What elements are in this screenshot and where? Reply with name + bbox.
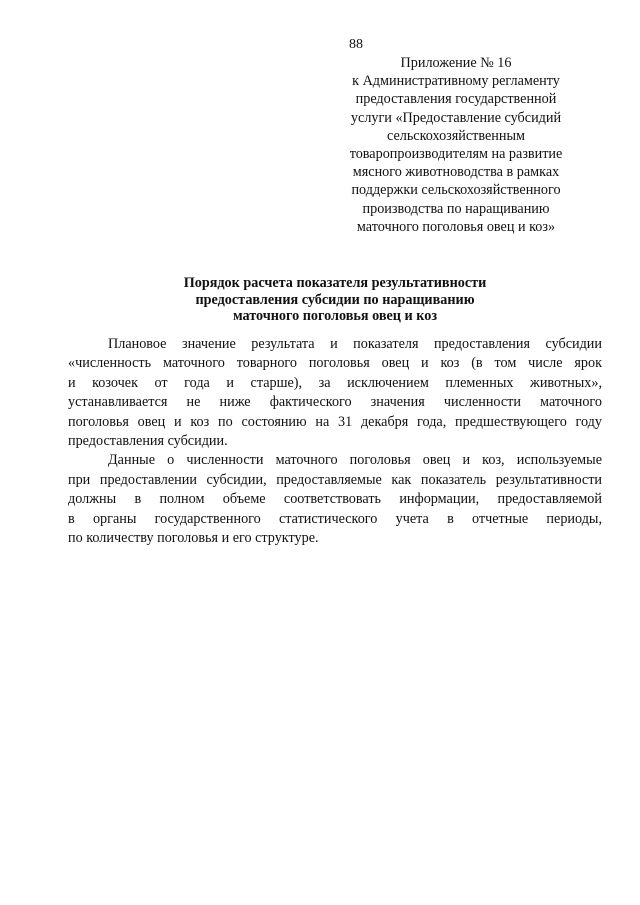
paragraph-line: устанавливается не ниже фактического значения численности маточного	[68, 394, 602, 411]
document-title	[0, 275, 640, 325]
appendix-line: к Административному регламенту	[352, 73, 560, 90]
paragraph-line: поголовья овец и коз по состоянию на 31 декабря года, предшествующего году	[68, 413, 602, 430]
document-body	[68, 335, 602, 548]
title-line: предоставления субсидии по наращиванию	[195, 291, 475, 308]
page-number: 88	[349, 37, 363, 52]
paragraph-line: по количеству поголовья и его структуре.	[68, 530, 319, 547]
paragraph-line: и козочек от года и старше), за исключением племенных животных»,	[68, 374, 602, 391]
paragraph-line: Плановое значение результата и показателя предоставления субсидии	[108, 336, 602, 352]
paragraph-line: предоставления субсидии.	[68, 433, 228, 450]
appendix-line: Приложение № 16	[400, 55, 512, 71]
title-line: маточного поголовья овец и коз	[232, 308, 438, 325]
appendix-line: поддержки сельскохозяйственного	[351, 182, 561, 199]
appendix-line: товаропроизводителям на развитие	[349, 146, 563, 163]
paragraph-line: «численность маточного товарного поголовья овец и коз (в том числе ярок	[68, 355, 602, 372]
paragraph-planned-value	[68, 335, 602, 451]
appendix-line: мясного животноводства в рамках	[352, 164, 560, 181]
paragraph-line: при предоставлении субсидии, предоставляемые как показатель результативности	[68, 471, 602, 488]
appendix-line: сельскохозяйственным	[386, 127, 525, 144]
title-line: Порядок расчета показателя результативности	[183, 275, 487, 291]
paragraph-line: Данные о численности маточного поголовья овец и коз, используемые	[108, 452, 602, 469]
appendix-line: производства по наращиванию	[362, 200, 550, 217]
appendix-line: услуги «Предоставление субсидий	[350, 109, 562, 126]
appendix-header	[322, 54, 590, 236]
paragraph-line: должны в полном объеме соответствовать информации, предоставляемой	[68, 491, 602, 508]
appendix-line: маточного поголовья овец и коз»	[356, 218, 556, 235]
paragraph-livestock-data	[68, 451, 602, 548]
paragraph-line: в органы государственного статистического учета в отчетные периоды,	[68, 510, 602, 527]
appendix-line: предоставления государственной	[355, 91, 557, 108]
